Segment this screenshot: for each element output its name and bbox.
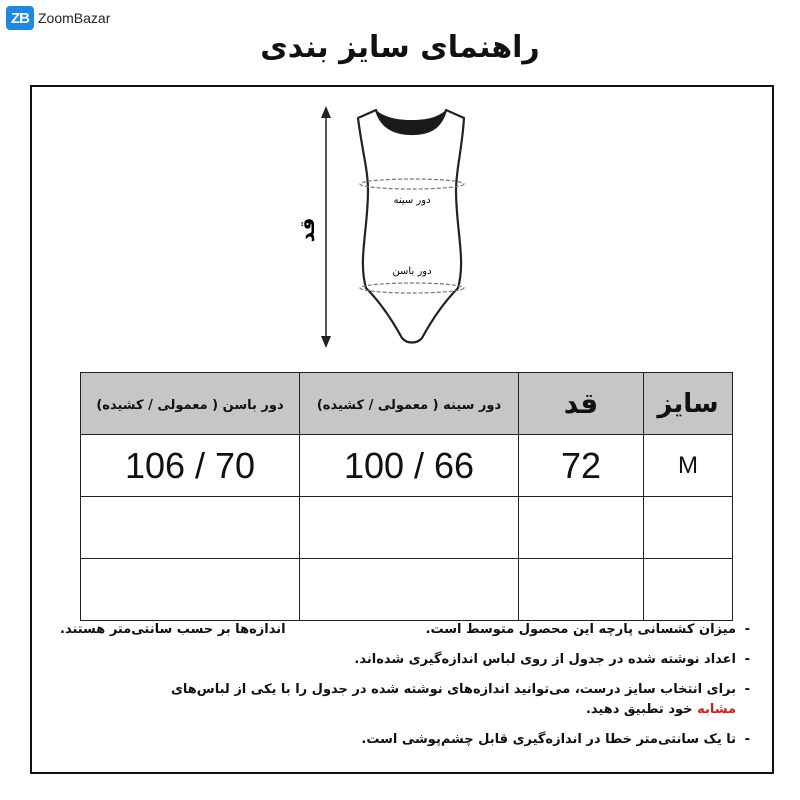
height-label: قد [295, 217, 319, 243]
cell-empty [644, 497, 733, 559]
cell-empty [644, 559, 733, 621]
cell-empty [300, 559, 519, 621]
notes-list [60, 620, 750, 760]
cell-empty [300, 497, 519, 559]
cell-chest: 100 / 66 [300, 435, 519, 497]
size-table [80, 372, 733, 621]
header-hip: دور باسن ( معمولی / کشیده) [81, 373, 300, 435]
hip-label: دور باسن [392, 266, 432, 277]
note-compare: - برای انتخاب سایز درست، می‌توانید اندازه‌های نوشته شده در جدول را با یکی از لباس‌های مشابه خود تطبیق دهید. [60, 680, 750, 720]
header-chest: دور سینه ( معمولی / کشیده) [300, 373, 519, 435]
table-row [81, 497, 733, 559]
bodysuit-icon [270, 90, 500, 360]
bodysuit-diagram [270, 90, 500, 360]
brand-name: ZoomBazar [38, 10, 111, 26]
cell-hip: 106 / 70 [81, 435, 300, 497]
chest-label: دور سینه [393, 195, 431, 206]
table-row [81, 559, 733, 621]
table-header-row [81, 373, 733, 435]
cell-height: 72 [519, 435, 644, 497]
cell-empty [81, 559, 300, 621]
cell-empty [81, 497, 300, 559]
cell-empty [519, 559, 644, 621]
note-measured: - اعداد نوشته شده در جدول از روی لباس اندازه‌گیری شده‌اند. [60, 650, 750, 670]
cell-size: M [644, 435, 733, 497]
unit-note: اندازه‌ها بر حسب سانتی‌متر هستند. [60, 622, 286, 637]
note-elasticity: - میزان کشسانی پارچه این محصول متوسط است. [60, 620, 750, 640]
cell-empty [519, 497, 644, 559]
table-row [81, 435, 733, 497]
note-compare-highlight: مشابه [697, 702, 736, 717]
brand [6, 6, 110, 30]
brand-logo-icon: ZB [6, 6, 34, 30]
note-tolerance: - تا یک سانتی‌متر خطا در اندازه‌گیری قابل چشم‌پوشی است. [60, 730, 750, 750]
page-title: راهنمای سایز بندی [260, 30, 540, 65]
header-height: قد [519, 373, 644, 435]
header-size: سایز [644, 373, 733, 435]
